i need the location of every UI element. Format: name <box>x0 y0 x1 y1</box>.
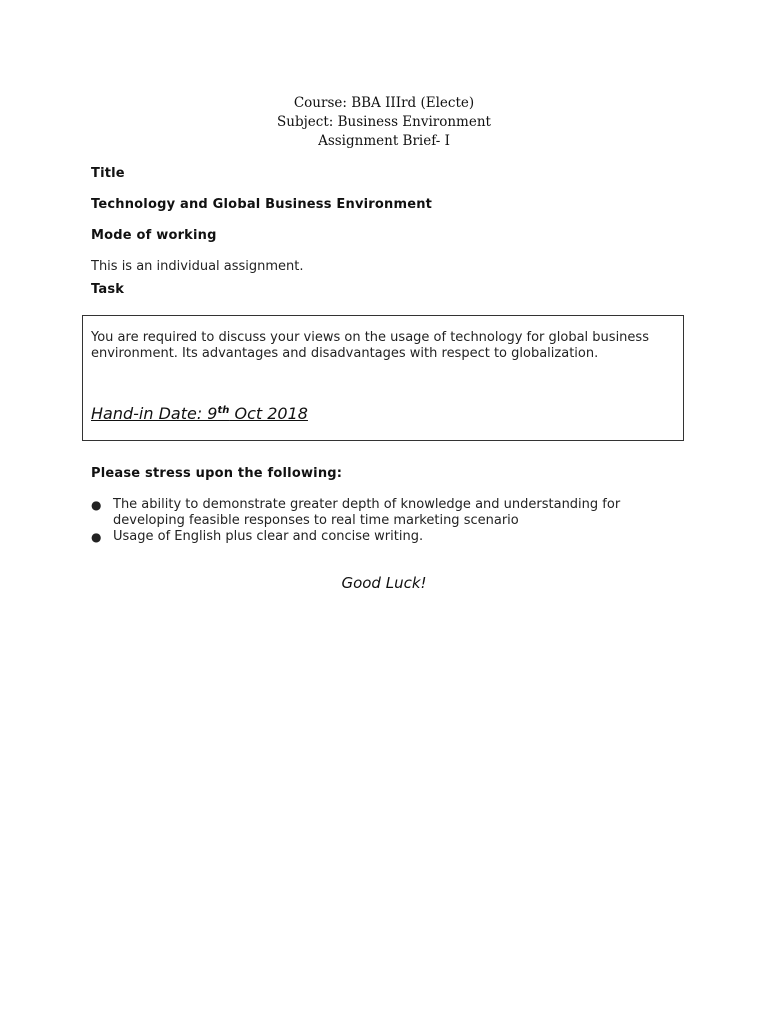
document-header <box>0 94 768 151</box>
title-value: Technology and Global Business Environment <box>91 197 433 212</box>
stress-heading: Please stress upon the following: <box>91 466 343 481</box>
task-label: Task <box>91 282 125 297</box>
subject-line: Subject: Business Environment <box>277 114 491 130</box>
task-description: You are required to discuss your views on the usage of technology for global business environment. Its advantages and disadvantages with respect to globalization. <box>91 330 649 361</box>
task-box <box>82 315 684 441</box>
hand-in-ordinal: th <box>217 405 230 416</box>
list-item-text: Usage of English plus clear and concise writing. <box>113 529 424 544</box>
closing-text: Good Luck! <box>341 574 427 592</box>
title-label: Title <box>91 166 125 181</box>
brief-line: Assignment Brief- I <box>318 133 450 149</box>
hand-in-prefix: Hand-in Date: 9 <box>91 404 218 423</box>
hand-in-date <box>91 404 308 423</box>
list-item <box>91 529 691 545</box>
hand-in-rest: Oct 2018 <box>229 404 308 423</box>
bullet-icon: ● <box>91 498 102 512</box>
stress-list <box>91 497 691 545</box>
bullet-icon: ● <box>91 530 102 544</box>
list-item <box>91 497 691 529</box>
mode-value: This is an individual assignment. <box>91 259 304 274</box>
course-line: Course: BBA IIIrd (Electe) <box>293 95 475 111</box>
mode-label: Mode of working <box>91 228 217 243</box>
list-item-text: The ability to demonstrate greater depth of knowledge and understanding for developing feasible responses to real time marketing scenario <box>113 497 621 528</box>
